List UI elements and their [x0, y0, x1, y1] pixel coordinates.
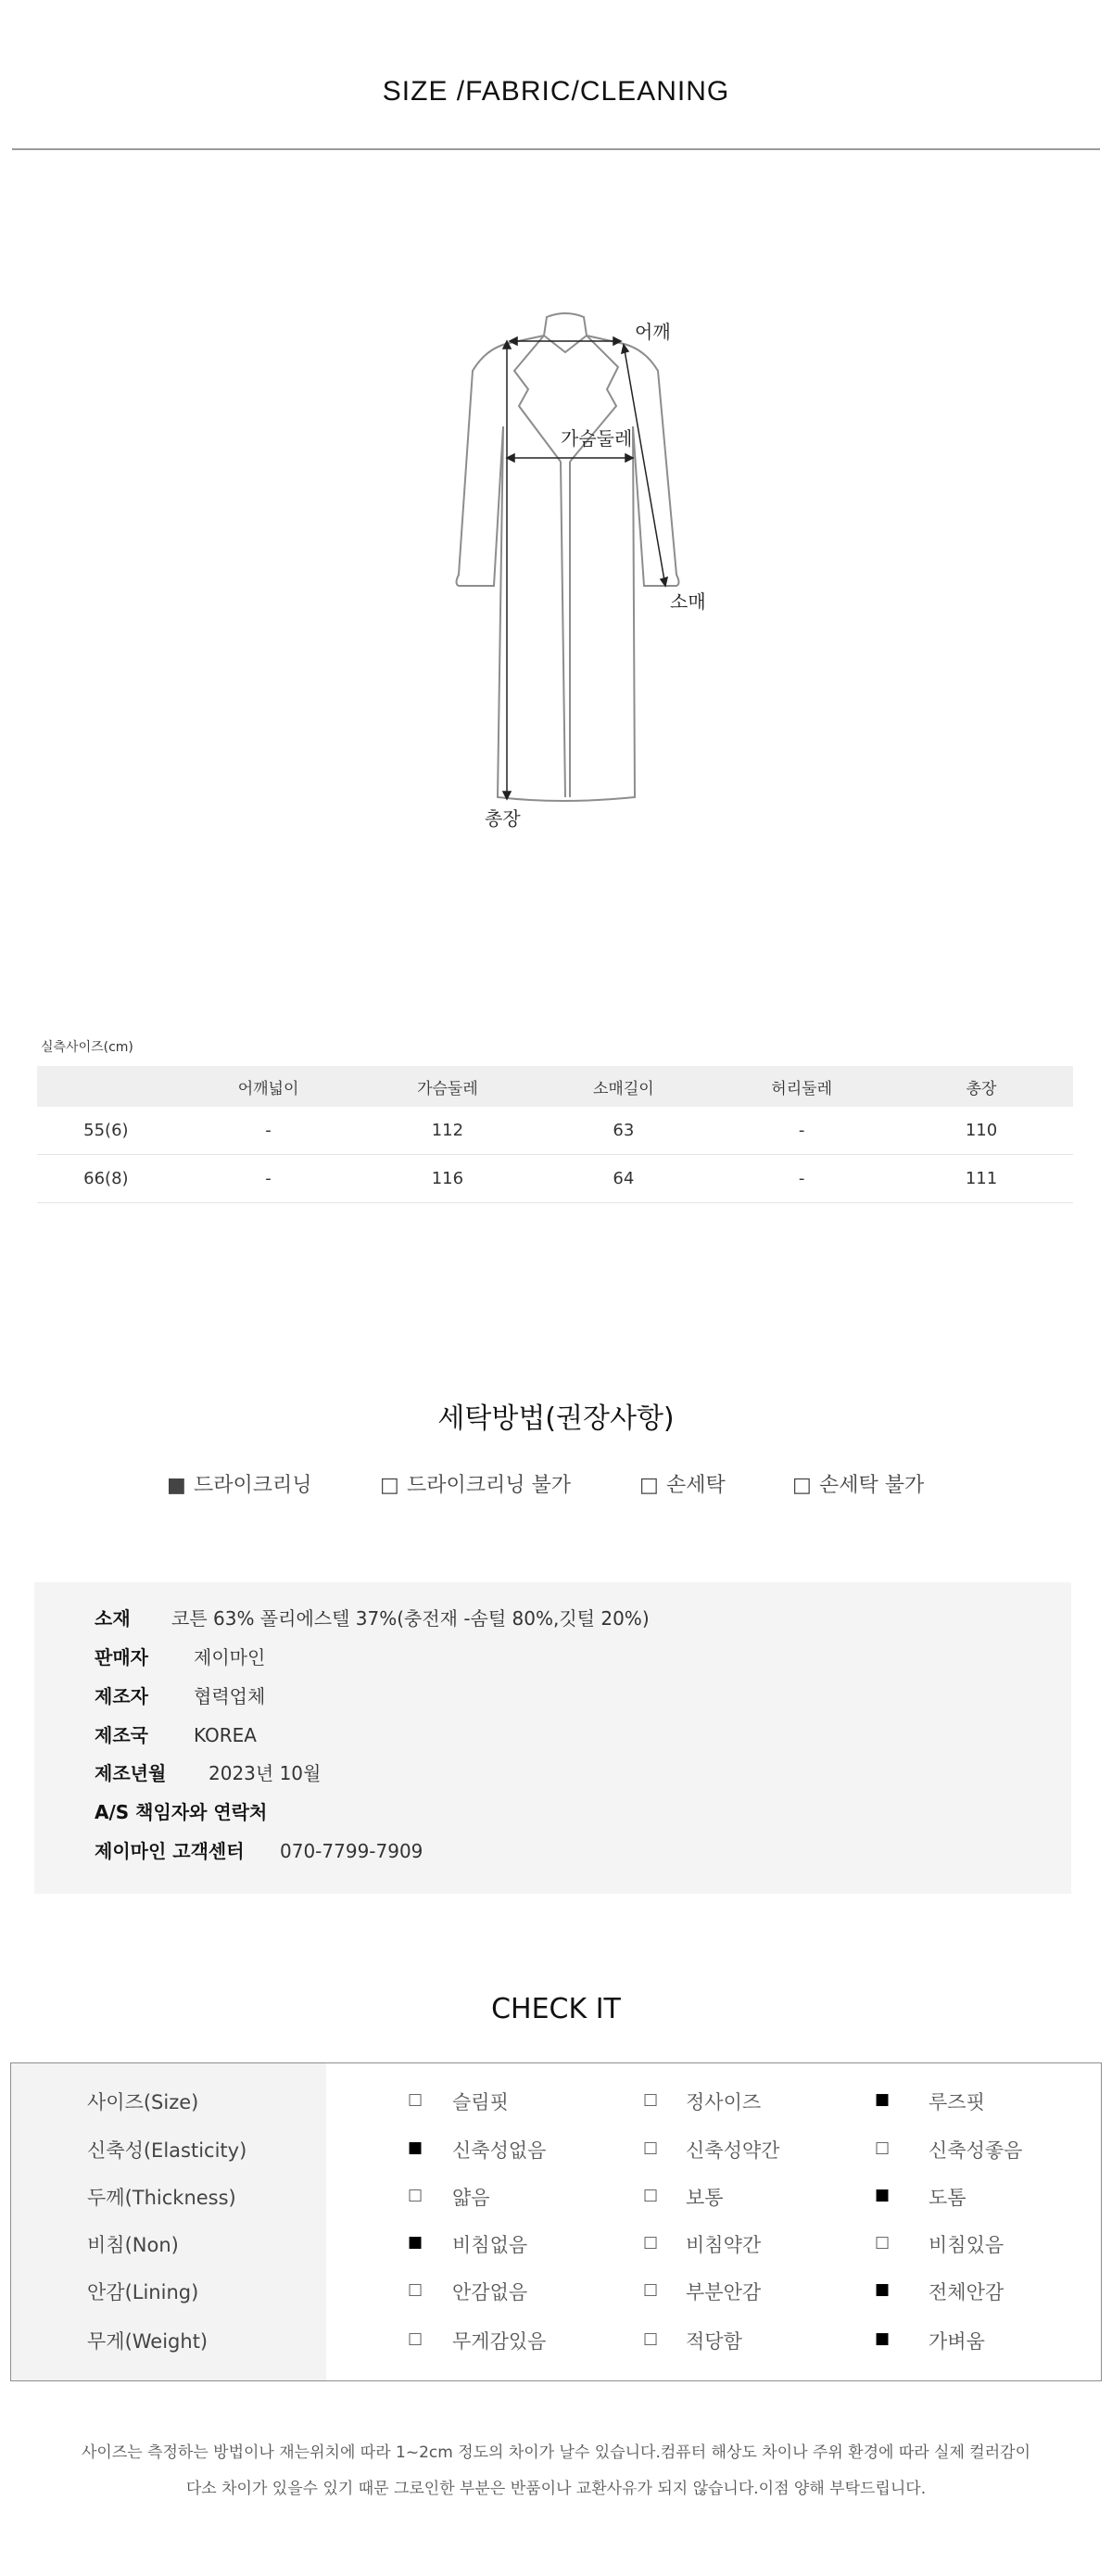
- length-label: 총장: [485, 807, 521, 830]
- check-option: 슬림핏: [452, 2091, 509, 2113]
- check-row-label: 안감(Lining): [87, 2281, 199, 2303]
- check-option: 신축성없음: [452, 2139, 547, 2162]
- notice-line: 다소 차이가 있을수 있기 때문 그로인한 부분은 반품이나 교환사유가 되지 않습니다.이점 양해 부탁드립니다.: [185, 2480, 927, 2498]
- coat-measurement-diagram: [422, 297, 727, 834]
- size-cell: 110: [890, 1107, 1073, 1155]
- check-option: 안감없음: [452, 2281, 528, 2303]
- notice-line: 사이즈는 측정하는 방법이나 재는위치에 따라 1~2cm 정도의 차이가 날수 있습니다.컴퓨터 해상도 차이나 주위 환경에 따라 실제 컬러감이: [81, 2443, 1030, 2462]
- check-option: 전체안감: [929, 2281, 1005, 2303]
- page-title: SIZE /FABRIC/CLEANING: [382, 76, 730, 107]
- checked-box-icon: ■: [875, 2090, 891, 2109]
- size-table-header-row: [37, 1066, 1073, 1107]
- check-it-panel: [10, 2062, 1102, 2381]
- washing-options: [0, 1469, 1112, 1501]
- unchecked-box-icon: □: [875, 2138, 891, 2157]
- unchecked-box-icon: □: [408, 2090, 423, 2109]
- check-option: 얇음: [452, 2187, 490, 2209]
- checked-box-icon: ■: [875, 2186, 891, 2204]
- fabric-key: 제조국: [95, 1724, 148, 1746]
- sleeve-label: 소매: [670, 590, 706, 613]
- size-cell: 55(6): [37, 1107, 175, 1155]
- unchecked-box-icon: □: [643, 2186, 659, 2204]
- check-it-title: CHECK IT: [491, 1993, 621, 2025]
- check-row-label: 사이즈(Size): [87, 2091, 199, 2113]
- fabric-row: [95, 1720, 257, 1747]
- wash-option: [639, 1469, 726, 1498]
- size-cell: -: [175, 1107, 362, 1155]
- unchecked-box-icon: □: [408, 2329, 423, 2348]
- fabric-value: KOREA: [194, 1724, 257, 1746]
- size-cell: -: [714, 1155, 890, 1203]
- size-header-cell: 총장: [890, 1066, 1073, 1107]
- size-cell: 112: [361, 1107, 533, 1155]
- fabric-value: 협력업체: [194, 1685, 266, 1707]
- checked-box-icon: ■: [875, 2280, 891, 2299]
- fabric-row: [95, 1643, 265, 1669]
- size-table-caption: 실측사이즈(cm): [41, 1040, 133, 1055]
- check-option: 가벼움: [929, 2330, 985, 2353]
- table-row: [37, 1155, 1073, 1203]
- fabric-info-panel: [34, 1582, 1071, 1894]
- size-cell: 111: [890, 1155, 1073, 1203]
- chest-label: 가슴둘레: [561, 427, 633, 450]
- fabric-row: [95, 1604, 650, 1631]
- unchecked-box-icon: □: [408, 2280, 423, 2299]
- fabric-value: 코튼 63% 폴리에스텔 37%(충전재 -솜털 80%,깃털 20%): [171, 1607, 650, 1630]
- check-row-label: 신축성(Elasticity): [87, 2139, 247, 2162]
- fabric-row: [95, 1681, 265, 1708]
- check-option: 비침없음: [452, 2234, 528, 2256]
- fabric-key: 제이마인 고객센터: [95, 1840, 245, 1862]
- size-cell: 116: [361, 1155, 533, 1203]
- check-option: 적당함: [686, 2330, 742, 2353]
- shoulder-label: 어깨: [635, 321, 671, 343]
- check-option: 비침약간: [686, 2234, 762, 2256]
- fabric-key: 제조자: [95, 1685, 148, 1707]
- wash-option-label: 드라이크리닝 불가: [407, 1474, 572, 1497]
- checked-box-icon: ■: [408, 2138, 423, 2157]
- size-cell: 66(8): [37, 1155, 175, 1203]
- size-table: [37, 1066, 1073, 1203]
- check-option: 비침있음: [929, 2234, 1005, 2256]
- size-cell: 64: [533, 1155, 714, 1203]
- fabric-value: 070-7799-7909: [280, 1840, 423, 1862]
- coat-illustration: [422, 297, 727, 834]
- wash-mark: □: [380, 1474, 399, 1497]
- divider: [12, 148, 1100, 150]
- size-header-cell: 허리둘레: [714, 1066, 890, 1107]
- unchecked-box-icon: □: [643, 2090, 659, 2109]
- check-option: 루즈핏: [929, 2091, 985, 2113]
- fabric-row: [95, 1797, 267, 1824]
- table-row: [37, 1107, 1073, 1155]
- checked-box-icon: ■: [875, 2329, 891, 2348]
- fabric-key: 소재: [95, 1607, 131, 1630]
- size-cell: -: [175, 1155, 362, 1203]
- fabric-key: A/S 책임자와 연락처: [95, 1801, 268, 1823]
- check-row-label: 무게(Weight): [87, 2330, 208, 2353]
- wash-option: [792, 1469, 924, 1498]
- check-option: 신축성약간: [686, 2139, 780, 2162]
- check-row-label: 두께(Thickness): [87, 2187, 236, 2209]
- size-header-cell: [37, 1066, 175, 1107]
- wash-option: [380, 1469, 571, 1498]
- wash-option-label: 손세탁 불가: [819, 1474, 925, 1497]
- checked-box-icon: ■: [408, 2233, 423, 2252]
- unchecked-box-icon: □: [875, 2233, 891, 2252]
- washing-title: 세탁방법(권장사항): [437, 1402, 675, 1435]
- fabric-row: [95, 1758, 321, 1785]
- notice-text: [0, 2435, 1112, 2507]
- size-cell: 63: [533, 1107, 714, 1155]
- check-option: 부분안감: [686, 2281, 762, 2303]
- unchecked-box-icon: □: [408, 2186, 423, 2204]
- wash-option: [167, 1469, 312, 1498]
- fabric-key: 제조년월: [95, 1762, 167, 1784]
- wash-option-label: 손세탁: [666, 1474, 726, 1497]
- unchecked-box-icon: □: [643, 2329, 659, 2348]
- check-option: 보통: [686, 2187, 724, 2209]
- wash-mark: ■: [167, 1474, 186, 1497]
- fabric-key: 판매자: [95, 1646, 148, 1669]
- wash-mark: □: [639, 1474, 659, 1497]
- check-option: 신축성좋음: [929, 2139, 1023, 2162]
- unchecked-box-icon: □: [643, 2280, 659, 2299]
- fabric-value: 제이마인: [194, 1646, 266, 1669]
- unchecked-box-icon: □: [643, 2138, 659, 2157]
- size-cell: -: [714, 1107, 890, 1155]
- check-option: 도톰: [929, 2187, 967, 2209]
- fabric-value: 2023년 10월: [208, 1762, 322, 1784]
- fabric-row: [95, 1836, 423, 1863]
- size-header-cell: 어깨넓이: [175, 1066, 362, 1107]
- check-row-label: 비침(Non): [87, 2234, 179, 2256]
- check-option: 정사이즈: [686, 2091, 762, 2113]
- check-option: 무게감있음: [452, 2330, 547, 2353]
- wash-option-label: 드라이크리닝: [194, 1474, 312, 1497]
- wash-mark: □: [792, 1474, 812, 1497]
- size-header-cell: 가슴둘레: [361, 1066, 533, 1107]
- unchecked-box-icon: □: [643, 2233, 659, 2252]
- size-header-cell: 소매길이: [533, 1066, 714, 1107]
